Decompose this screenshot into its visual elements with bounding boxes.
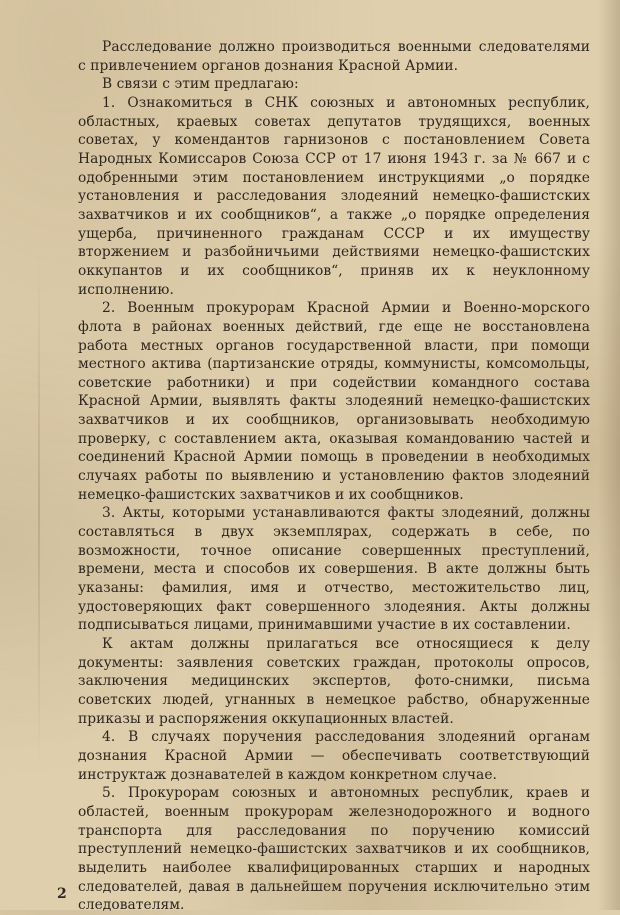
paragraph-item-2: 2. Военным прокурорам Красной Армии и Военно-морского флота в районах военных действий, где еще не восстановлена работа местных органов государственной власти, при помощи местного актива (партизанские отряды, коммунисты, комсомольцы, советские работники) и при содействии командного состава Красной Армии, выявлять факты злодеяний немецко-фашистских захватчиков и их сообщников, организовывать необходимую проверку, с составлением акта, оказывая командованию частей и соединений Красной Армии помощь в проведении в необходимых случаях работы по выявлению и установлению фактов злодеяний немецко-фашистских захватчиков и их сообщников. (78, 300, 590, 503)
page-number: 2 (57, 886, 67, 902)
page-edge-shadow (598, 0, 620, 910)
paragraph-attachments: К актам должны прилагаться все относящиеся к делу документы: заявления советских граждан, протоколы опросов, заключения медицинских экспертов, фото-снимки, письма советских людей, угнанных в немецкое рабство, обнаруженные приказы и распоряжения оккупационных властей. (78, 636, 590, 727)
paragraph-item-4: 4. В случаях поручения расследования злодеяний органам дознания Красной Армии — обеспечивать соответствующий инструктаж дознавателей в каждом конкретном случае. (78, 729, 590, 783)
paragraph-proposal: В связи с этим предлагаю: (102, 76, 299, 93)
body-text (78, 38, 590, 915)
paper-fold-shadow (38, 250, 40, 770)
paragraph-item-3: 3. Акты, которыми устанавливаются факты злодеяний, должны составляться в двух экземплярах, содержать в себе, по возможности, точное описание совершенных преступлений, времени, места и способов их совершения. В акте должны быть указаны: фамилия, имя и отчество, местожительство лиц, удостоверяющих факт совершенного злодеяния. Акты должны подписываться лицами, принимавшими участие в их составлении. (78, 505, 590, 634)
paragraph-item-5: 5. Прокурорам союзных и автономных республик, краев и областей, военным прокурорам железнодорожного и водного транспорта для расследования по поручению комиссий преступлений немецко-фашистских захватчиков и их сообщников, выделить наиболее квалифицированных старших и народных следователей, давая в дальнейшем поручения исключительно этим следователям. (78, 785, 590, 914)
paragraph-item-1: 1. Ознакомиться в СНК союзных и автономных республик, областных, краевых советах депутатов трудящихся, военных советах, у комендантов гарнизонов с постановлением Совета Народных Комиссаров Союза ССР от 17 июня 1943 г. за № 667 и с одобренными этим постановлением инструкциями „о порядке установления и расследования злодеяний немецко-фашистских захватчиков и их сообщников“, а также „о порядке определения ущерба, причиненного гражданам СССР и их имуществу вторжением и разбойничьими действиями немецко-фашистских оккупантов и их сообщников“, приняв их к неуклонному исполнению. (78, 94, 590, 298)
paragraph-intro: Расследование должно производиться военными следователями с привлечением органов дознания Красной Армии. (78, 39, 590, 74)
